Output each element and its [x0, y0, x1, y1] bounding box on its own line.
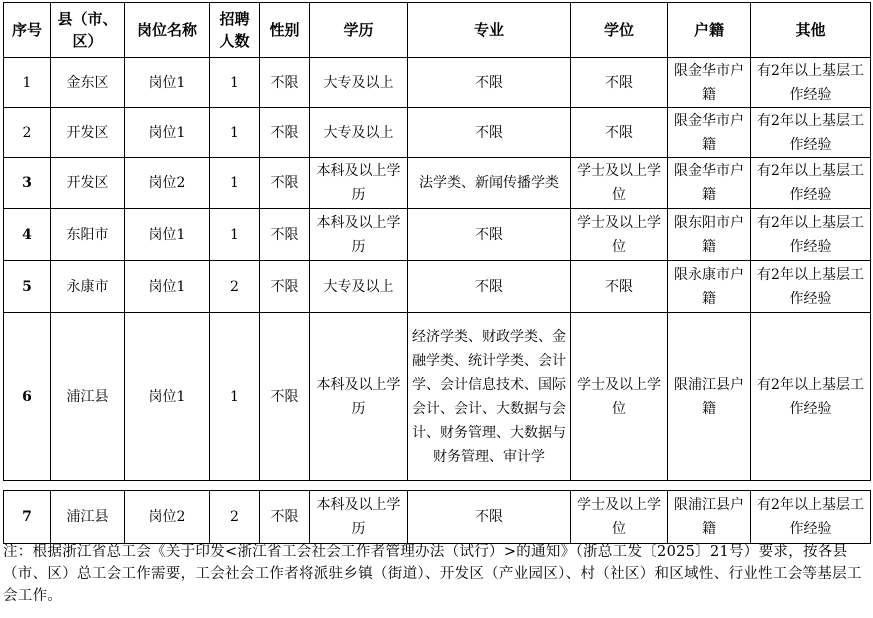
cell-education: 本科及以上学历 — [310, 491, 408, 544]
cell-no: 4 — [4, 209, 51, 261]
cell-post: 岗位1 — [125, 261, 210, 313]
cell-count: 1 — [210, 158, 260, 209]
header-major: 专业 — [408, 3, 571, 58]
cell-gender: 不限 — [260, 313, 310, 481]
cell-county: 浦江县 — [51, 491, 125, 544]
cell-no: 2 — [4, 108, 51, 158]
cell-gender: 不限 — [260, 209, 310, 261]
cell-post: 岗位1 — [125, 108, 210, 158]
cell-major: 不限 — [408, 108, 571, 158]
cell-education: 大专及以上 — [310, 108, 408, 158]
header-gender: 性别 — [260, 3, 310, 58]
cell-education: 大专及以上 — [310, 261, 408, 313]
table-row — [4, 261, 871, 313]
cell-education: 大专及以上 — [310, 58, 408, 108]
table-header-row — [4, 3, 871, 58]
cell-gender: 不限 — [260, 108, 310, 158]
cell-hukou: 限浦江县户籍 — [668, 313, 751, 481]
cell-county: 浦江县 — [51, 313, 125, 481]
table-row — [4, 108, 871, 158]
cell-county: 开发区 — [51, 108, 125, 158]
table-row — [4, 313, 871, 481]
cell-hukou: 限金华市户籍 — [668, 158, 751, 209]
cell-other: 有2年以上基层工作经验 — [751, 158, 871, 209]
cell-count: 2 — [210, 491, 260, 544]
cell-degree: 不限 — [571, 58, 668, 108]
cell-count: 1 — [210, 209, 260, 261]
cell-gender: 不限 — [260, 58, 310, 108]
cell-gender: 不限 — [260, 491, 310, 544]
table-row — [4, 209, 871, 261]
cell-other: 有2年以上基层工作经验 — [751, 313, 871, 481]
table-row — [4, 158, 871, 209]
cell-major: 不限 — [408, 58, 571, 108]
cell-degree: 不限 — [571, 261, 668, 313]
cell-other: 有2年以上基层工作经验 — [751, 209, 871, 261]
recruitment-table-continued — [3, 490, 871, 544]
cell-county: 开发区 — [51, 158, 125, 209]
cell-other: 有2年以上基层工作经验 — [751, 58, 871, 108]
header-degree: 学位 — [571, 3, 668, 58]
cell-county: 金东区 — [51, 58, 125, 108]
cell-post: 岗位2 — [125, 491, 210, 544]
header-education: 学历 — [310, 3, 408, 58]
cell-education: 本科及以上学历 — [310, 158, 408, 209]
cell-county: 永康市 — [51, 261, 125, 313]
cell-count: 1 — [210, 58, 260, 108]
header-county: 县（市、区） — [51, 3, 125, 58]
cell-no: 3 — [4, 158, 51, 209]
cell-degree: 学士及以上学位 — [571, 491, 668, 544]
header-no: 序号 — [4, 3, 51, 58]
cell-count: 2 — [210, 261, 260, 313]
cell-other: 有2年以上基层工作经验 — [751, 491, 871, 544]
cell-hukou: 限永康市户籍 — [668, 261, 751, 313]
cell-degree: 学士及以上学位 — [571, 313, 668, 481]
cell-no: 7 — [4, 491, 51, 544]
cell-post: 岗位1 — [125, 58, 210, 108]
header-count: 招聘人数 — [210, 3, 260, 58]
cell-count: 1 — [210, 313, 260, 481]
cell-no: 6 — [4, 313, 51, 481]
footnote: 注：根据浙江省总工会《关于印发<浙江省工会社会工作者管理办法（试行）>的通知》（浙总工发〔2025〕21号）要求，按各县（市、区）总工会工作需要，工会社会工作者将派驻乡镇（街道）、开发区（产业园区）、村（社区）和区域性、行业性工会等基层工会工作。 — [3, 544, 862, 604]
cell-other: 有2年以上基层工作经验 — [751, 261, 871, 313]
cell-major: 不限 — [408, 261, 571, 313]
cell-major: 法学类、新闻传播学类 — [408, 158, 571, 209]
header-other: 其他 — [751, 3, 871, 58]
recruitment-table — [3, 2, 871, 481]
cell-gender: 不限 — [260, 158, 310, 209]
cell-hukou: 限金华市户籍 — [668, 108, 751, 158]
header-post: 岗位名称 — [125, 3, 210, 58]
cell-hukou: 限浦江县户籍 — [668, 491, 751, 544]
cell-degree: 学士及以上学位 — [571, 209, 668, 261]
table-row — [4, 491, 871, 544]
cell-post: 岗位1 — [125, 209, 210, 261]
cell-no: 1 — [4, 58, 51, 108]
cell-post: 岗位2 — [125, 158, 210, 209]
cell-hukou: 限金华市户籍 — [668, 58, 751, 108]
cell-hukou: 限东阳市户籍 — [668, 209, 751, 261]
cell-gender: 不限 — [260, 261, 310, 313]
cell-post: 岗位1 — [125, 313, 210, 481]
cell-count: 1 — [210, 108, 260, 158]
table-row — [4, 58, 871, 108]
cell-other: 有2年以上基层工作经验 — [751, 108, 871, 158]
cell-education: 本科及以上学历 — [310, 313, 408, 481]
cell-major: 不限 — [408, 209, 571, 261]
cell-major: 不限 — [408, 491, 571, 544]
cell-degree: 不限 — [571, 108, 668, 158]
cell-major: 经济学类、财政学类、金融学类、统计学类、会计学、会计信息技术、国际会计、会计、大数据与会计、财务管理、大数据与财务管理、审计学 — [408, 313, 571, 481]
cell-education: 本科及以上学历 — [310, 209, 408, 261]
cell-no: 5 — [4, 261, 51, 313]
cell-county: 东阳市 — [51, 209, 125, 261]
header-hukou: 户籍 — [668, 3, 751, 58]
cell-degree: 学士及以上学位 — [571, 158, 668, 209]
